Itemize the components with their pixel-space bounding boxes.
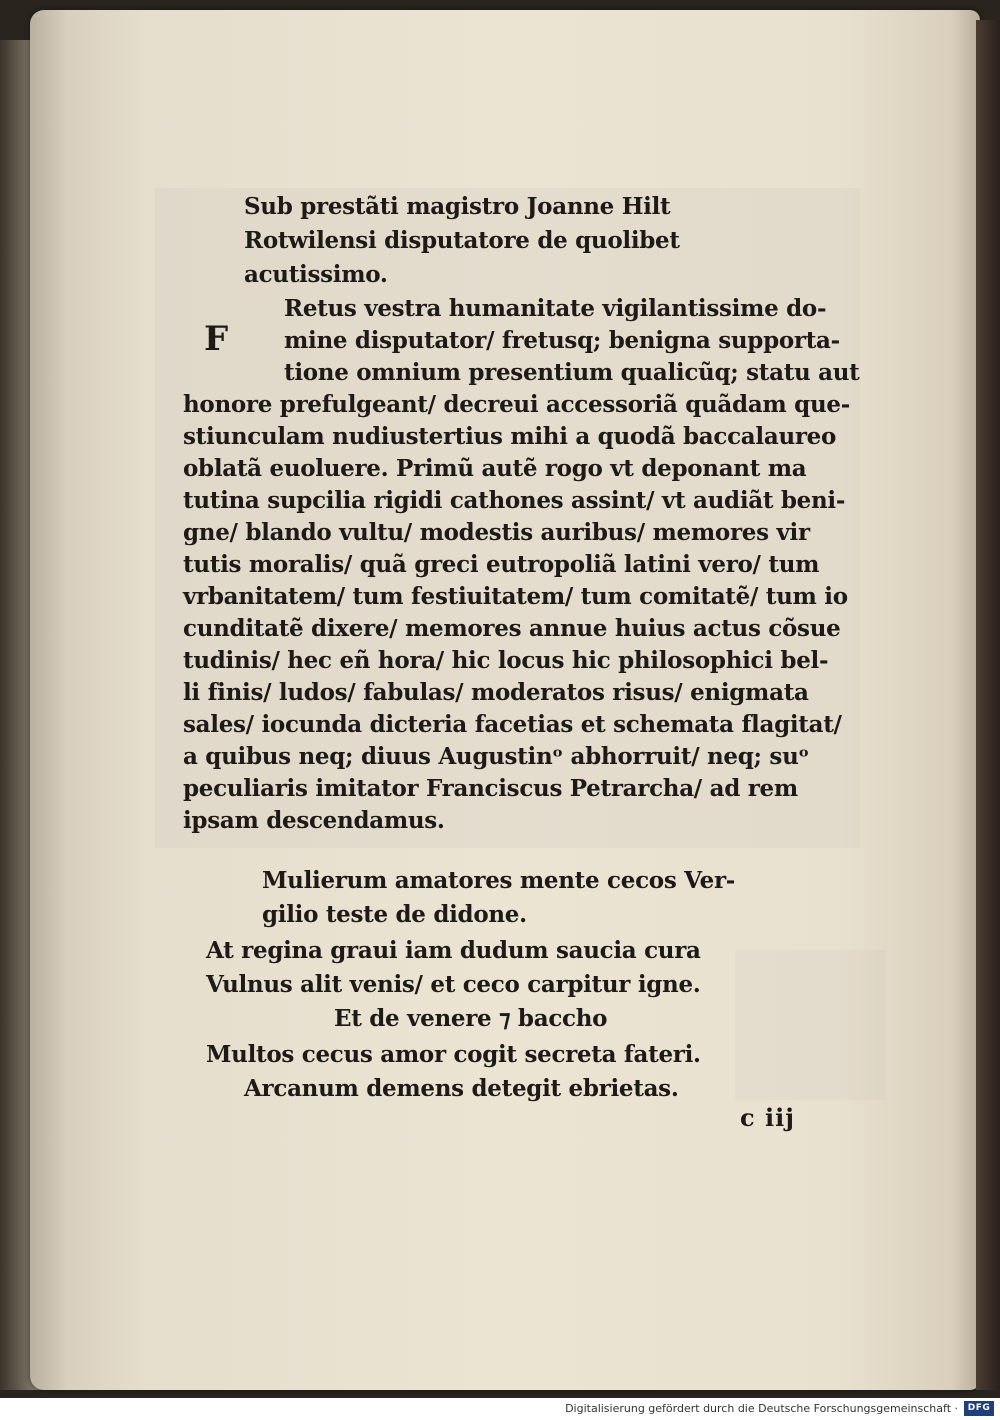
body-line-3: tione omnium presentium qualicũq; statu aut	[284, 359, 860, 386]
dfg-logo: DFG	[964, 1401, 994, 1416]
heading-line-2: Rotwilensi disputatore de quolibet	[244, 227, 680, 254]
body-line-1: Retus vestra humanitate vigilantissime do-	[284, 295, 827, 322]
body-line-8: gne/ blando vultu/ modestis auribus/ memores vir	[183, 519, 810, 546]
verse-line-6: Multos cecus amor cogit secreta fateri.	[206, 1041, 701, 1068]
verse-line-1: Mulierum amatores mente cecos Ver-	[262, 867, 736, 894]
body-line-4: honore prefulgeant/ decreui accessoriã quãdam que-	[183, 391, 850, 418]
body-line-15: a quibus neq; diuus Augustinᵒ abhorruit/ neq; suᵒ	[183, 743, 809, 770]
heading-line-1: Sub prestãti magistro Joanne Hilt	[244, 193, 671, 220]
initial-letter: F	[204, 319, 229, 359]
body-line-10: vrbanitatem/ tum festiuitatem/ tum comitatẽ/ tum io	[183, 583, 848, 610]
verse-line-3: At regina graui iam dudum saucia cura	[206, 937, 701, 964]
body-line-6: oblatã euoluere. Primũ autẽ rogo vt deponant ma	[183, 455, 807, 482]
body-line-2: mine disputator/ fretusq; benigna supporta-	[284, 327, 840, 354]
verse-line-4: Vulnus alit venis/ et ceco carpitur igne.	[206, 971, 701, 998]
verse-line-5: Et de venere ⁊ baccho	[334, 1005, 608, 1032]
body-line-12: tudinis/ hec eñ hora/ hic locus hic philosophici bel-	[183, 647, 829, 674]
signature-mark: c iij	[740, 1103, 795, 1132]
body-line-7: tutina supcilia rigidi cathones assint/ vt audiãt beni-	[183, 487, 846, 514]
body-line-16: peculiaris imitator Franciscus Petrarcha/ ad rem	[183, 775, 798, 802]
body-line-5: stiunculam nudiustertius mihi a quodã baccalaureo	[183, 423, 837, 450]
body-line-13: li finis/ ludos/ fabulas/ moderatos risus/ enigmata	[183, 679, 809, 706]
heading-line-3: acutissimo.	[244, 261, 388, 288]
credit-text: Digitalisierung gefördert durch die Deutsche Forschungsgemeinschaft ·	[565, 1402, 958, 1415]
credit-bar	[0, 1398, 1000, 1420]
body-line-17: ipsam descendamus.	[183, 807, 445, 834]
body-line-14: sales/ iocunda dicteria facetias et schemata flagitat/	[183, 711, 842, 738]
body-line-11: cunditatẽ dixere/ memores annue huius actus cõsue	[183, 615, 841, 642]
verse-line-7: Arcanum demens detegit ebrietas.	[244, 1075, 679, 1102]
verse-line-2: gilio teste de didone.	[262, 901, 527, 928]
body-line-9: tutis moralis/ quã greci eutropoliã latini vero/ tum	[183, 551, 820, 578]
